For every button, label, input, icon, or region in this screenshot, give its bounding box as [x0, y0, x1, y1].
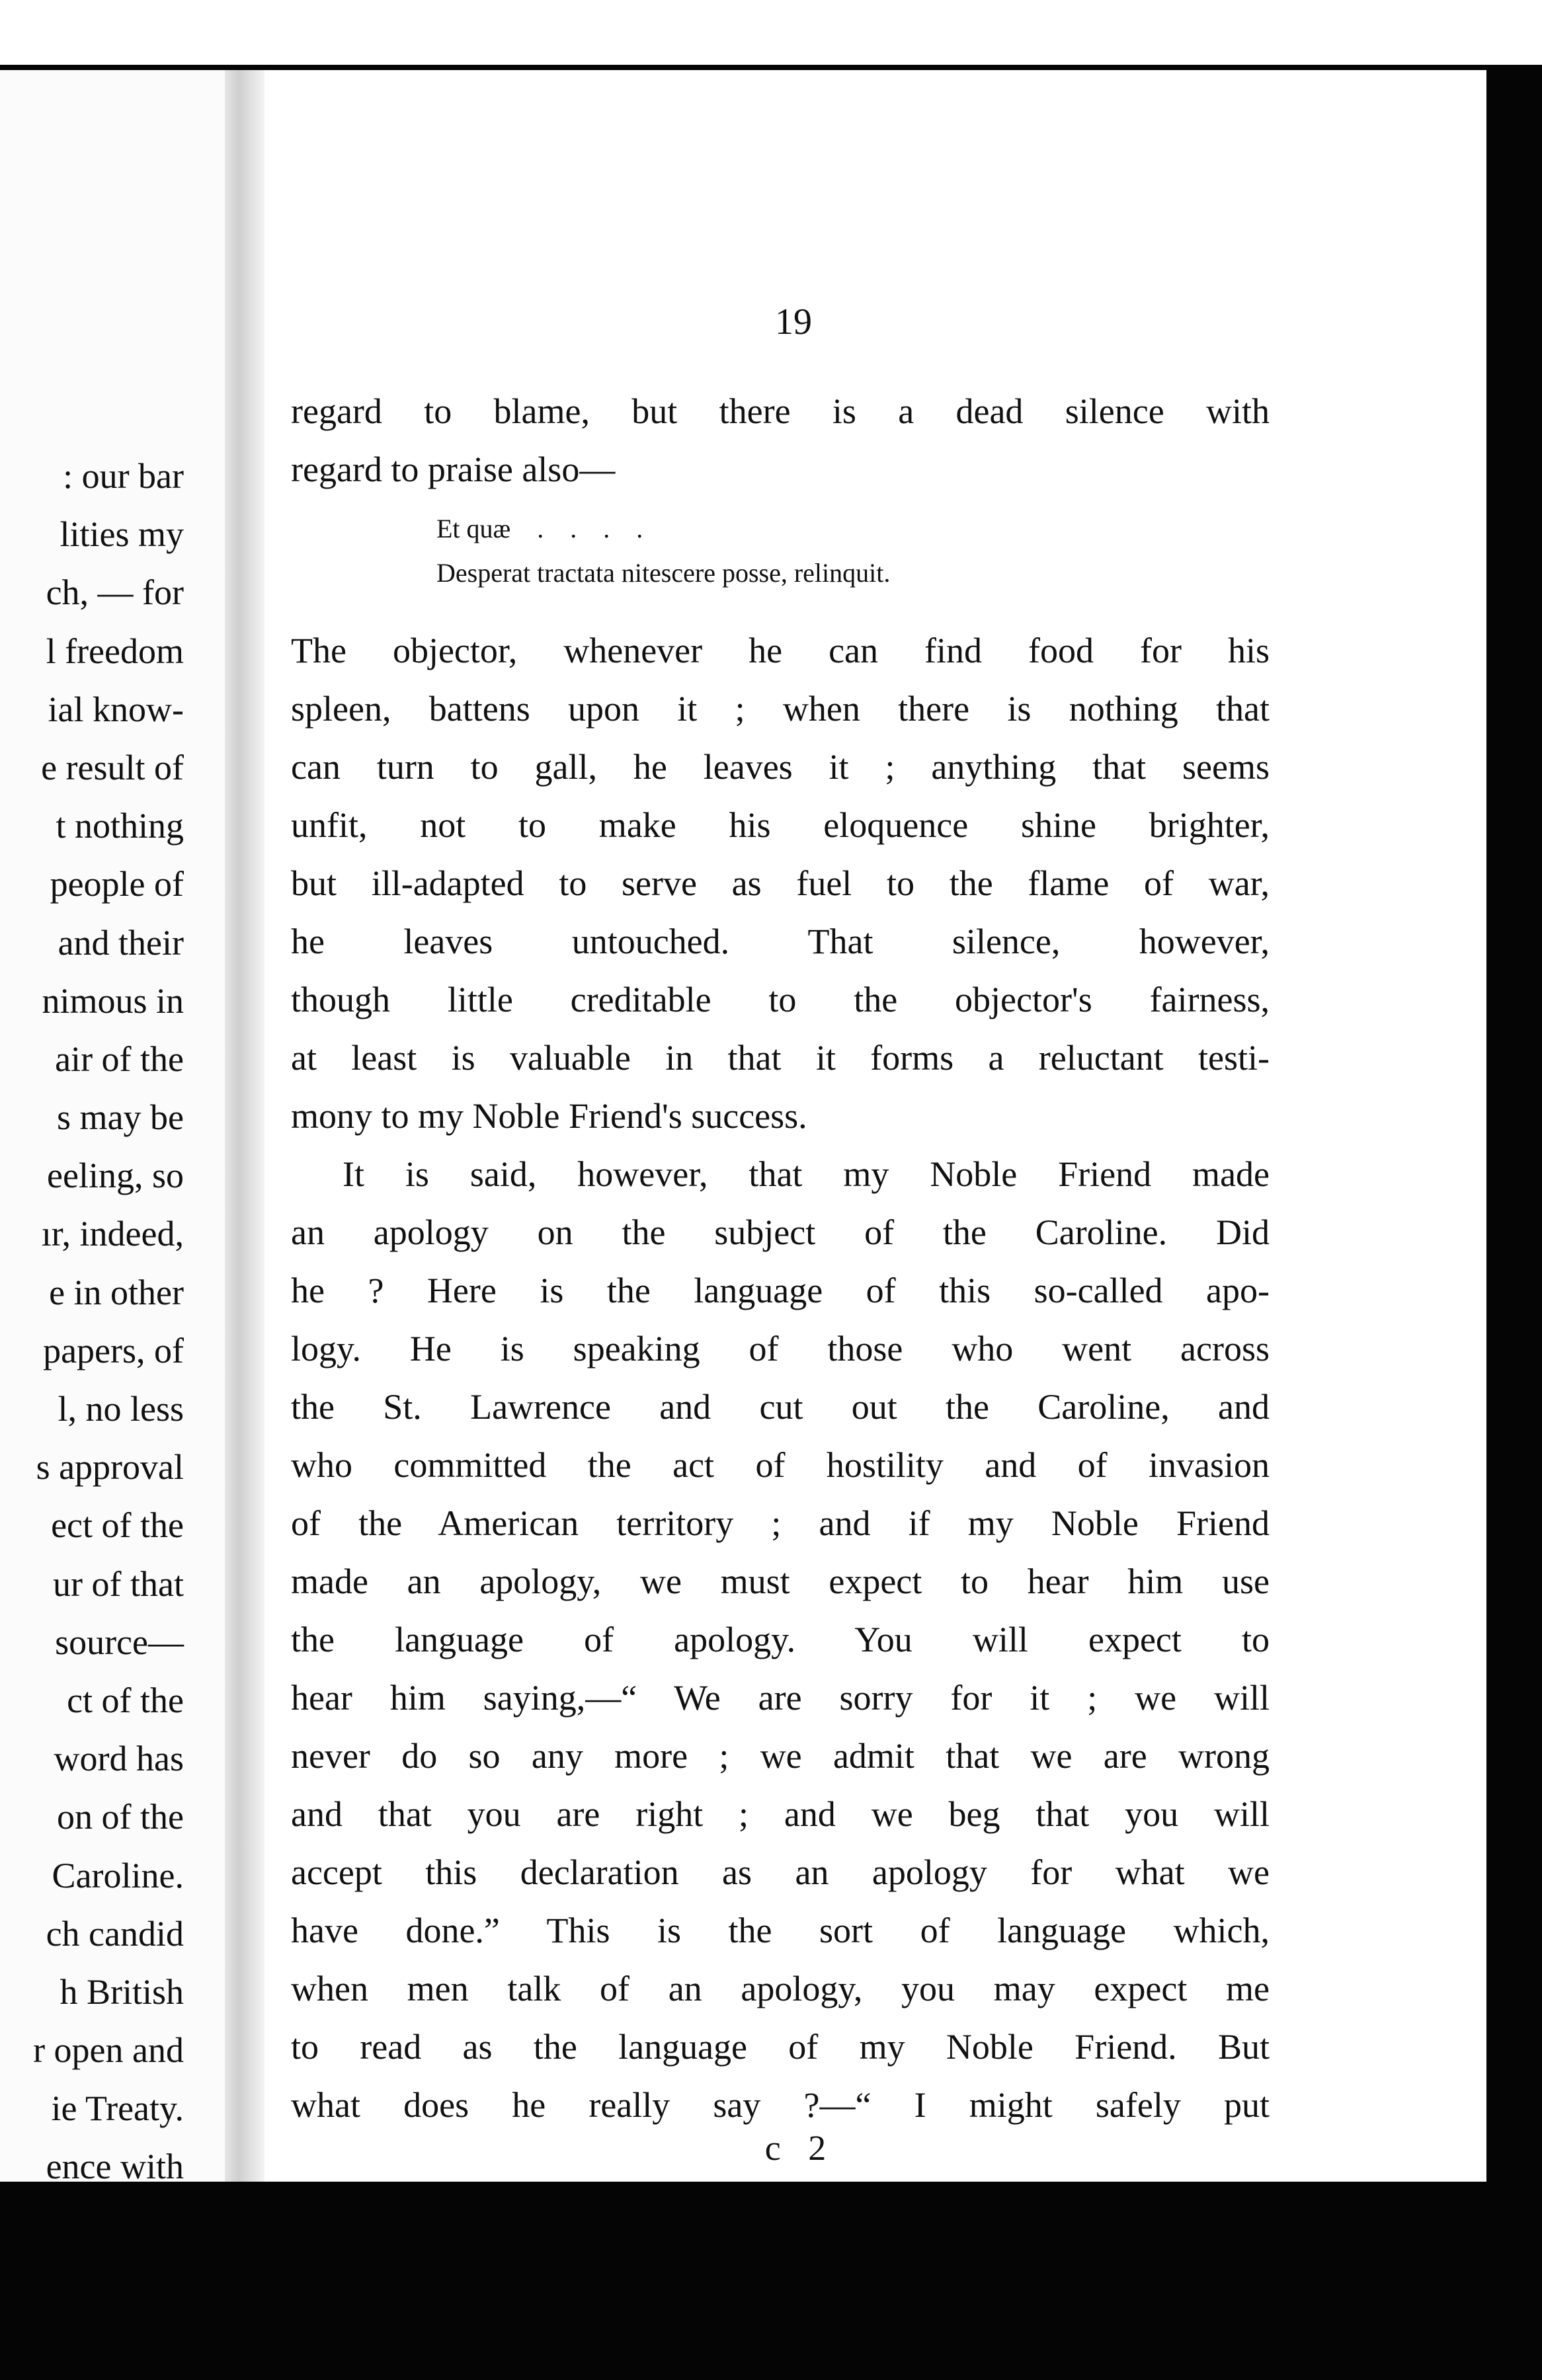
left-fragment: r open and	[33, 2030, 184, 2071]
left-page-edge	[0, 70, 231, 2182]
text-line: accept this declaration as an apology for what we	[291, 1852, 1270, 1892]
scan-frame-bottom	[0, 2182, 1542, 2380]
text-line: what does he really say ?—“ I might safely put	[291, 2085, 1270, 2125]
left-fragment: word has	[54, 1739, 184, 1779]
text-line: can turn to gall, he leaves it ; anything that seems	[291, 747, 1270, 787]
left-page-text	[0, 447, 184, 2182]
text-line: have done.” This is the sort of language which,	[291, 1911, 1270, 1950]
left-fragment: ch candid	[46, 1913, 184, 1954]
left-fragment: ect of the	[51, 1505, 184, 1546]
latin-quote-line-1: Et quæ . . . .	[436, 514, 643, 543]
text-line: of the American territory ; and if my Noble Friend	[291, 1503, 1270, 1543]
left-fragment: e in other	[49, 1272, 184, 1312]
text-line: the St. Lawrence and cut out the Caroline, and	[291, 1387, 1270, 1427]
book-gutter-shadow	[225, 70, 264, 2182]
text-line: regard to blame, but there is a dead silence with	[291, 391, 1270, 431]
left-fragment: air of the	[55, 1039, 184, 1079]
left-fragment: l, no less	[58, 1389, 184, 1429]
left-fragment: s may be	[57, 1097, 184, 1138]
left-fragment: and their	[58, 922, 184, 963]
left-fragment: papers, of	[43, 1330, 184, 1370]
left-fragment: l freedom	[46, 631, 184, 671]
text-line: spleen, battens upon it ; when there is nothing that	[291, 689, 1270, 729]
left-fragment: ct of the	[67, 1680, 184, 1720]
left-fragment: ır, indeed,	[41, 1214, 184, 1254]
left-fragment: lities my	[60, 514, 184, 555]
left-fragment: Caroline.	[52, 1855, 184, 1895]
left-fragment: people of	[50, 864, 184, 904]
text-line: at least is valuable in that it forms a reluctant testi-	[291, 1038, 1270, 1078]
latin-quote-line-2: Desperat tractata nitescere posse, relinquit.	[436, 558, 891, 588]
left-fragment: on of the	[57, 1797, 184, 1837]
left-fragment: ial know-	[48, 689, 184, 729]
text-line: regard to praise also—	[291, 450, 616, 489]
left-fragment: ence with	[46, 2147, 184, 2182]
text-line: when men talk of an apology, you may expect me	[291, 1969, 1270, 2008]
left-fragment: : our bar	[63, 456, 184, 496]
left-fragment: source—	[55, 1622, 184, 1662]
text-line: an apology on the subject of the Caroline. Did	[291, 1212, 1270, 1252]
left-fragment: nimous in	[42, 980, 184, 1021]
text-line: logy. He is speaking of those who went across	[291, 1329, 1270, 1368]
paragraph-2	[291, 1145, 1270, 2134]
text-line: he leaves untouched. That silence, however,	[291, 922, 1270, 961]
text-line: but ill-adapted to serve as fuel to the flame of war,	[291, 863, 1270, 903]
text-line: though little creditable to the objector's fairness,	[291, 980, 1270, 1019]
scan-frame-right	[1486, 65, 1542, 2380]
text-line: to read as the language of my Noble Friend. But	[291, 2027, 1270, 2067]
left-fragment: t nothing	[56, 806, 184, 846]
text-line: and that you are right ; and we beg that you will	[291, 1794, 1270, 1834]
text-line: who committed the act of hostility and of invasion	[291, 1445, 1270, 1485]
text-line: It is said, however, that my Noble Friend made	[343, 1154, 1270, 1194]
paragraph-1	[291, 621, 1270, 1145]
scan-frame-top	[0, 65, 1542, 70]
opening-lines	[291, 382, 1270, 498]
text-line: mony to my Noble Friend's success.	[291, 1096, 807, 1136]
left-fragment: ch, — for	[46, 573, 184, 613]
left-fragment: h British	[60, 1971, 184, 2012]
text-line: hear him saying,—“ We are sorry for it ; we will	[291, 1678, 1270, 1718]
text-line: never do so any more ; we admit that we are wrong	[291, 1736, 1270, 1776]
left-fragment: e result of	[41, 747, 184, 787]
left-fragment: s approval	[36, 1447, 184, 1488]
text-line: made an apology, we must expect to hear him use	[291, 1562, 1270, 1601]
page-number: 19	[775, 301, 812, 342]
left-fragment: ie Treaty.	[51, 2088, 184, 2129]
signature-mark: c 2	[764, 2128, 836, 2168]
text-line: The objector, whenever he can find food for his	[291, 631, 1270, 670]
scan-top-margin	[0, 0, 1542, 66]
text-line: unfit, not to make his eloquence shine brighter,	[291, 805, 1270, 845]
text-line: he ? Here is the language of this so-called apo-	[291, 1271, 1270, 1310]
left-fragment: ur of that	[53, 1564, 184, 1604]
text-line: the language of apology. You will expect to	[291, 1620, 1270, 1659]
left-fragment: eeling, so	[47, 1156, 184, 1196]
